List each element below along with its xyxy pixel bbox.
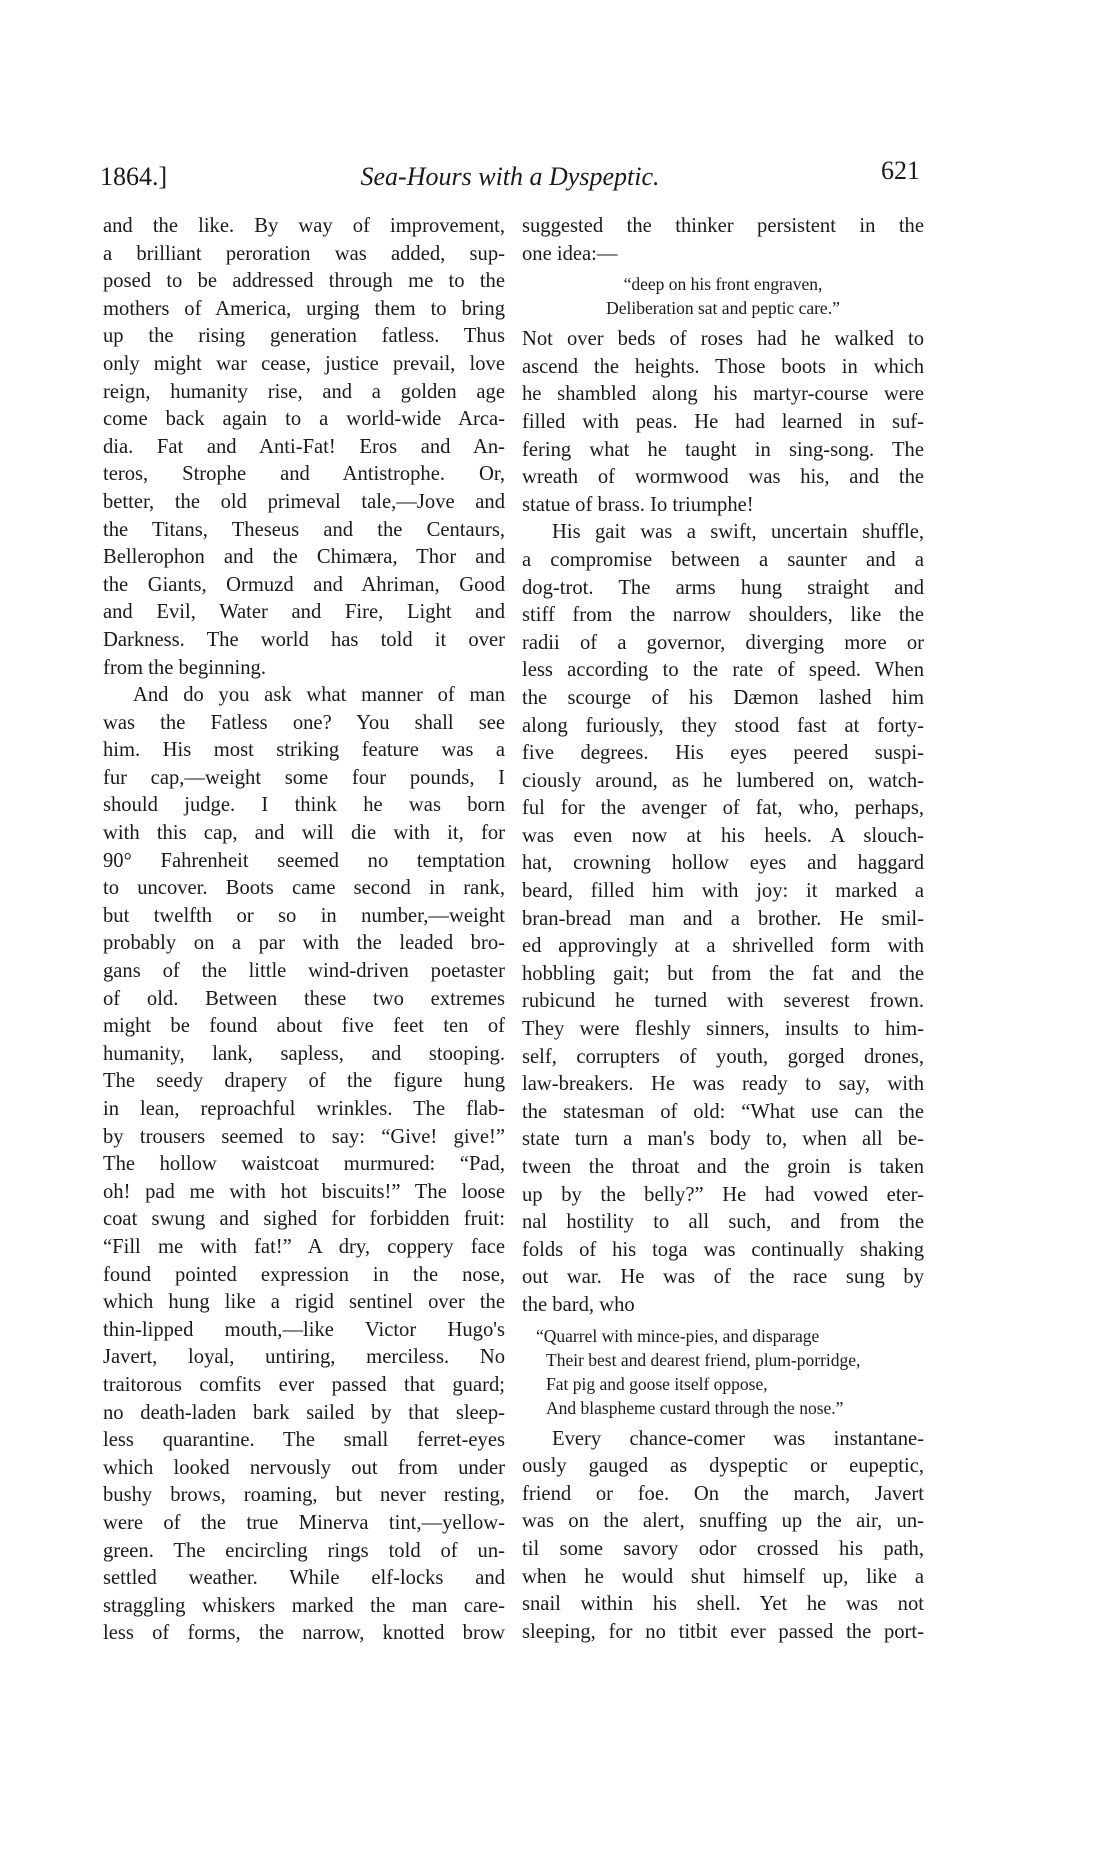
text-line: They were fleshly sinners, insults to him- <box>522 1018 924 1041</box>
header-year: 1864.] <box>100 162 168 191</box>
text-line: beard, filled him with joy: it marked a <box>522 880 924 903</box>
verse-line: And blaspheme custard through the nose.” <box>546 1397 844 1418</box>
text-line: hobbling gait; but from the fat and the <box>522 962 924 985</box>
text-line: nal hostility to all such, and from the <box>522 1211 924 1234</box>
text-line: ciously around, as he lumbered on, watch- <box>522 769 924 792</box>
verse-line: Their best and dearest friend, plum-porridge, <box>546 1349 861 1370</box>
header-title: Sea-Hours with a Dyspeptic. <box>360 162 660 191</box>
text-line: up the rising generation fatless. Thus <box>103 325 505 348</box>
text-line: which hung like a rigid sentinel over the <box>103 1291 505 1314</box>
text-line: settled weather. While elf-locks and <box>103 1567 505 1590</box>
text-line: bushy brows, roaming, but never resting, <box>103 1484 505 1507</box>
text-line: come back again to a world-wide Arca- <box>103 408 505 431</box>
text-line: state turn a man's body to, when all be- <box>522 1128 924 1151</box>
text-line: “Fill me with fat!” A dry, coppery face <box>103 1235 505 1258</box>
left-paragraph-2 <box>103 682 505 1648</box>
text-line: The seedy drapery of the figure hung <box>103 1070 505 1093</box>
text-line: less according to the rate of speed. When <box>522 659 924 682</box>
text-line: when he would shut himself up, like a <box>522 1565 924 1588</box>
text-line: him. His most striking feature was a <box>103 739 505 762</box>
text-line: less quarantine. The small ferret-eyes <box>103 1429 505 1452</box>
text-line: found pointed expression in the nose, <box>103 1263 505 1286</box>
text-line: up by the belly?” He had vowed eter- <box>522 1183 924 1206</box>
text-line: ed approvingly at a shrivelled form with <box>522 935 924 958</box>
text-line: And do you ask what manner of man <box>133 684 505 707</box>
text-line: reign, humanity rise, and a golden age <box>103 380 505 403</box>
running-header <box>100 156 920 202</box>
text-line: Bellerophon and the Chimæra, Thor and <box>103 546 505 569</box>
text-line: less of forms, the narrow, knotted brow <box>103 1622 505 1645</box>
text-line: a compromise between a saunter and a <box>522 548 924 571</box>
text-line: bran-bread man and a brother. He smil- <box>522 907 924 930</box>
text-line: thin-lipped mouth,—like Victor Hugo's <box>103 1318 505 1341</box>
text-line: posed to be addressed through me to the <box>103 270 505 293</box>
text-line: til some savory odor crossed his path, <box>522 1537 924 1560</box>
text-line: one idea:— <box>522 242 618 265</box>
text-line: fur cap,—weight some four pounds, I <box>103 766 505 789</box>
text-line: Javert, loyal, untiring, merciless. No <box>103 1346 505 1369</box>
text-line: dia. Fat and Anti-Fat! Eros and An- <box>103 435 505 458</box>
text-line: no death-laden bark sailed by that sleep- <box>103 1401 505 1424</box>
text-line: the scourge of his Dæmon lashed him <box>522 686 924 709</box>
text-line: only might war cease, justice prevail, love <box>103 352 505 375</box>
text-line: of old. Between these two extremes <box>103 987 505 1010</box>
text-line: humanity, lank, sapless, and stooping. <box>103 1042 505 1065</box>
verse-line: Fat pig and goose itself oppose, <box>546 1373 768 1394</box>
text-line: Darkness. The world has told it over <box>103 628 505 651</box>
text-line: coat swung and sighed for forbidden fruit: <box>103 1208 505 1231</box>
text-line: from the beginning. <box>103 656 267 679</box>
text-line: was even now at his heels. A slouch- <box>522 824 924 847</box>
text-line: oh! pad me with hot biscuits!” The loose <box>103 1180 505 1203</box>
text-line: The hollow waistcoat murmured: “Pad, <box>103 1153 505 1176</box>
text-line: might be found about five feet ten of <box>103 1015 505 1038</box>
text-line: fering what he taught in sing-song. The <box>522 438 924 461</box>
text-line: he shambled along his martyr-course were <box>522 383 924 406</box>
text-line: hat, crowning hollow eyes and haggard <box>522 852 924 875</box>
text-line: rubicund he turned with severest frown. <box>522 990 924 1013</box>
text-line: Every chance-comer was instantane- <box>552 1427 924 1450</box>
text-line: were of the true Minerva tint,—yellow- <box>103 1511 505 1534</box>
text-line: was on the alert, snuffing up the air, un- <box>522 1510 924 1533</box>
text-line: in lean, reproachful wrinkles. The flab- <box>103 1098 505 1120</box>
text-line: the Titans, Theseus and the Centaurs, <box>103 518 505 541</box>
text-line: 90° Fahrenheit seemed no temptation <box>103 849 505 872</box>
text-line: tween the throat and the groin is taken <box>522 1156 924 1178</box>
text-line: friend or foe. On the march, Javert <box>522 1482 924 1505</box>
text-line: ful for the avenger of fat, who, perhaps, <box>522 797 924 820</box>
verse-line: “deep on his front engraven, <box>623 274 823 295</box>
text-line: green. The encircling rings told of un- <box>103 1539 505 1562</box>
text-line: wreath of wormwood was his, and the <box>522 466 924 489</box>
text-line: mothers of America, urging them to bring <box>103 297 505 320</box>
text-line: the bard, who <box>522 1293 635 1316</box>
verse-quote-1 <box>522 272 924 320</box>
verse-line: “Quarrel with mince-pies, and disparage <box>536 1325 820 1346</box>
text-line: law-breakers. He was ready to say, with <box>522 1073 924 1096</box>
right-intro <box>522 213 924 268</box>
right-paragraph-1 <box>522 326 924 519</box>
text-line: and the like. By way of improvement, <box>103 215 505 237</box>
text-line: ously gauged as dyspeptic or eupeptic, <box>522 1455 924 1478</box>
text-line: to uncover. Boots came second in rank, <box>103 877 505 900</box>
verse-line: Deliberation sat and peptic care.” <box>606 298 840 319</box>
text-line: Not over beds of roses had he walked to <box>522 328 924 351</box>
text-line: gans of the little wind-driven poetaster <box>103 960 505 983</box>
text-line: snail within his shell. Yet he was not <box>522 1593 924 1616</box>
text-line: teros, Strophe and Antistrophe. Or, <box>103 463 505 486</box>
text-line: suggested the thinker persistent in the <box>522 215 924 237</box>
page-number: 621 <box>881 156 920 185</box>
text-line: sleeping, for no titbit ever passed the port- <box>522 1620 924 1643</box>
text-line: statue of brass. Io triumphe! <box>522 493 754 516</box>
text-line: self, corrupters of youth, gorged drones, <box>522 1045 924 1068</box>
text-line: better, the old primeval tale,—Jove and <box>103 490 505 513</box>
text-line: the Giants, Ormuzd and Ahriman, Good <box>103 573 505 596</box>
text-line: with this cap, and will die with it, for <box>103 822 505 845</box>
text-line: a brilliant peroration was added, sup- <box>103 242 505 265</box>
text-line: ascend the heights. Those boots in which <box>522 355 924 378</box>
left-paragraph-1 <box>103 213 505 682</box>
text-line: His gait was a swift, uncertain shuffle, <box>552 521 924 544</box>
right-paragraph-2 <box>522 519 924 1319</box>
text-line: was the Fatless one? You shall see <box>103 711 505 734</box>
text-line: along furiously, they stood fast at forty- <box>522 714 924 737</box>
text-line: folds of his toga was continually shaking <box>522 1238 924 1261</box>
text-line: and Evil, Water and Fire, Light and <box>103 601 505 624</box>
text-line: probably on a par with the leaded bro- <box>103 932 505 955</box>
text-line: which looked nervously out from under <box>103 1456 505 1479</box>
text-line: but twelfth or so in number,—weight <box>103 904 505 927</box>
text-line: the statesman of old: “What use can the <box>522 1100 924 1123</box>
text-line: radii of a governor, diverging more or <box>522 631 924 654</box>
right-paragraph-3 <box>522 1426 924 1647</box>
left-column <box>103 213 505 1648</box>
text-line: straggling whiskers marked the man care- <box>103 1594 505 1617</box>
text-line: should judge. I think he was born <box>103 794 505 817</box>
text-line: by trousers seemed to say: “Give! give!” <box>103 1125 505 1148</box>
text-line: filled with peas. He had learned in suf- <box>522 410 924 433</box>
text-line: out war. He was of the race sung by <box>522 1266 924 1289</box>
verse-quote-2 <box>522 1324 924 1420</box>
text-line: stiff from the narrow shoulders, like the <box>522 604 924 627</box>
text-line: dog-trot. The arms hung straight and <box>522 576 924 599</box>
text-line: traitorous comfits ever passed that guard; <box>103 1373 505 1396</box>
right-column <box>522 213 924 1646</box>
text-line: five degrees. His eyes peered suspi- <box>522 742 924 765</box>
